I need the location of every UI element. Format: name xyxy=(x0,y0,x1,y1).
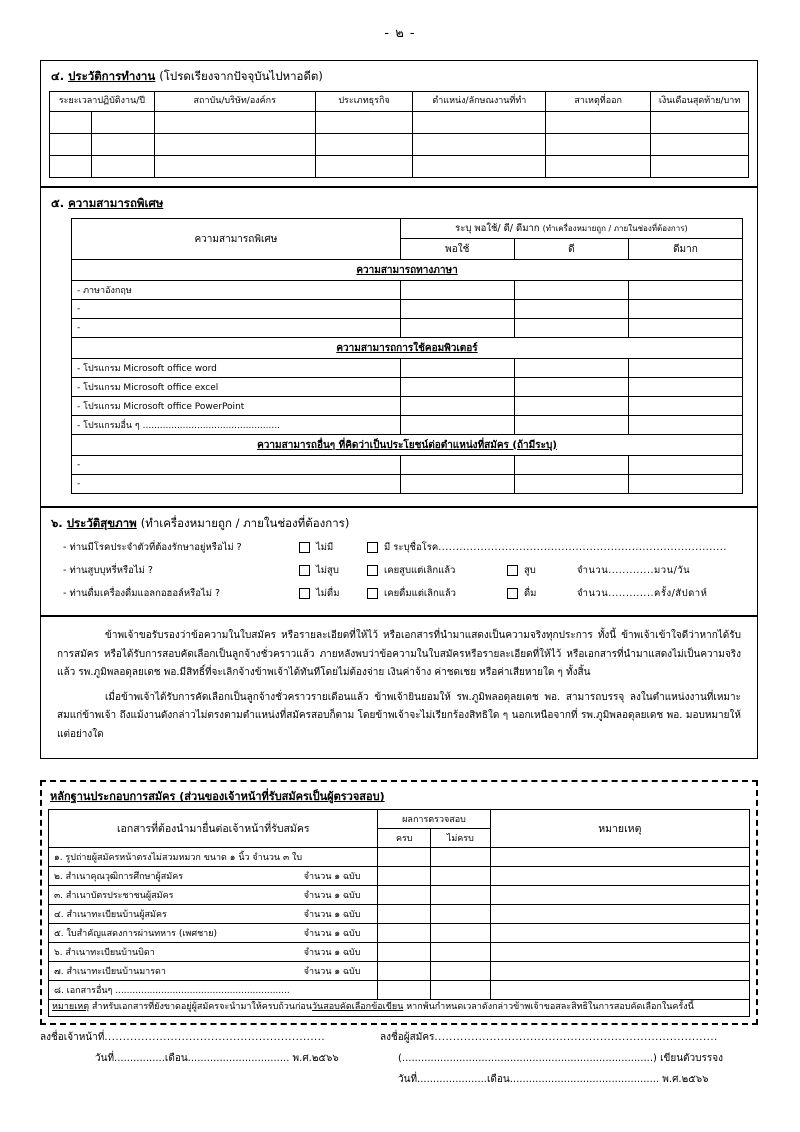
document-item-id-card-copy: ๓. สำเนาบัตรประชาชนผู้สมัคร จำนวน ๑ ฉบับ xyxy=(49,886,378,905)
checkbox-cell-fair[interactable] xyxy=(400,456,514,475)
documents-section-title: หลักฐานประกอบการสมัคร (ส่วนของเจ้าหน้าที่รับสมัครเป็นผู้ตรวจสอบ) xyxy=(50,790,385,803)
health-question-alcohol xyxy=(49,584,749,602)
col-header-rating xyxy=(400,219,742,239)
checkbox-cell-incomplete[interactable] xyxy=(431,848,491,867)
health-option-no-disease[interactable] xyxy=(299,540,367,555)
cell-duration-to[interactable] xyxy=(91,134,154,156)
health-option-no-drink[interactable] xyxy=(299,586,367,601)
section-work-history xyxy=(41,61,757,188)
health-option-label: เคยสูบแต่เลิกแล้ว xyxy=(384,564,456,576)
checkbox-icon[interactable] xyxy=(507,588,518,599)
officer-signature-line[interactable] xyxy=(40,1030,380,1045)
cell-organization[interactable] xyxy=(154,156,315,178)
health-option-label: ไม่มี xyxy=(316,541,334,553)
cell-position[interactable] xyxy=(413,112,546,134)
cell-business-type[interactable] xyxy=(315,112,413,134)
checkbox-cell-verygood[interactable] xyxy=(628,281,742,300)
table-row[interactable] xyxy=(50,134,749,156)
group-row-computer xyxy=(72,338,743,359)
col-header-level-fair: พอใช้ xyxy=(400,239,514,260)
cell-reason-leaving[interactable] xyxy=(546,112,651,134)
page-number: - ๒ - xyxy=(384,26,416,41)
checkbox-cell-incomplete[interactable] xyxy=(431,924,491,943)
section-work-history-heading: ประวัติการทำงาน xyxy=(68,69,156,83)
cell-last-salary[interactable] xyxy=(651,134,749,156)
checkbox-cell-good[interactable] xyxy=(514,397,628,416)
col-header-duration: ระยะเวลาปฏิบัติงาน/ปี xyxy=(50,92,155,112)
checkbox-cell-verygood[interactable] xyxy=(628,397,742,416)
table-row[interactable] xyxy=(50,112,749,134)
health-option-quit-smoke[interactable] xyxy=(367,563,507,578)
checkbox-cell-good[interactable] xyxy=(514,281,628,300)
col-header-skill: ความสามารถพิเศษ xyxy=(72,219,401,260)
checkbox-cell-complete[interactable] xyxy=(378,867,431,886)
checkbox-cell-complete[interactable] xyxy=(378,924,431,943)
group-row-other xyxy=(72,435,743,456)
checkbox-icon[interactable] xyxy=(299,542,310,553)
signature-area xyxy=(40,1030,758,1093)
table-header-row xyxy=(49,810,750,829)
checkbox-cell-fair[interactable] xyxy=(400,416,514,435)
health-option-label: เคยดื่มแต่เลิกแล้ว xyxy=(384,587,456,599)
group-row-language xyxy=(72,260,743,281)
list-item[interactable] xyxy=(49,962,750,981)
checkbox-icon[interactable] xyxy=(299,565,310,576)
checkbox-cell-good[interactable] xyxy=(514,319,628,338)
col-header-business-type: ประเภทธุรกิจ xyxy=(315,92,413,112)
officer-signature-block xyxy=(40,1030,380,1093)
document-item-education-copy: ๒. สำเนาคุณวุฒิการศึกษาผู้สมัคร จำนวน ๑ ฉบับ xyxy=(49,867,378,886)
skill-label-blank-1[interactable]: - xyxy=(72,300,401,319)
checkbox-cell-incomplete[interactable] xyxy=(431,962,491,981)
checkbox-icon[interactable] xyxy=(367,542,378,553)
cell-duration-to[interactable] xyxy=(91,112,154,134)
section-special-skills xyxy=(41,188,757,508)
cell-reason-leaving[interactable] xyxy=(546,134,651,156)
rating-header-text: ระบุ พอใช้/ ดี/ ดีมาก xyxy=(455,223,540,234)
health-option-label: สูบ xyxy=(524,564,536,576)
checkbox-cell-verygood[interactable] xyxy=(628,300,742,319)
checkbox-cell-complete[interactable] xyxy=(378,886,431,905)
health-question-chronic-disease xyxy=(49,538,749,556)
health-question-label: - ท่านมีโรคประจำตัวที่ต้องรักษาอยู่หรือไม่ ? xyxy=(63,541,242,553)
checkbox-cell-good[interactable] xyxy=(514,300,628,319)
section-work-history-number: ๔. xyxy=(51,69,65,83)
health-option-no-smoke[interactable] xyxy=(299,563,367,578)
checkbox-cell-good[interactable] xyxy=(514,416,628,435)
remark-cell[interactable] xyxy=(490,981,749,1000)
declaration-paragraph-2: เมื่อข้าพเจ้าได้รับการคัดเลือกเป็นลูกจ้างชั่วคราวรายเดือนแล้ว ข้าพเจ้ายินยอมให้ รพ.ภูมิพลอดุลยเดช พอ. สามารถบรรจุ ลงในตำแหน่งงานที่เหมาะสมแก่ข้าพเจ้า ถึงแม้งานดังกล่าวไม่ตรงตามตำแหน่งที่สมัครสอบก็ตาม โดยข้าพเจ้าจะไม่เรียกร้องสิทธิใด ๆ นอกเหนือจากที่ รพ.ภูมิพลอดุลยเดช พอ. มอบหมายให้แต่อย่างใด xyxy=(57,691,742,740)
table-row[interactable] xyxy=(72,397,743,416)
section-work-history-title xyxy=(51,68,749,86)
skill-label-other-program[interactable]: - โปรแกรมอื่น ๆ ................................................ xyxy=(72,416,401,435)
checkbox-cell-verygood[interactable] xyxy=(628,456,742,475)
checkbox-cell-complete[interactable] xyxy=(378,981,431,1000)
remark-cell[interactable] xyxy=(490,905,749,924)
document-item-photo: ๑. รูปถ่ายผู้สมัครหน้าตรงไม่สวมหมวก ขนาด ๑ นิ้ว จำนวน ๓ ใบ xyxy=(49,848,378,867)
section-declaration xyxy=(41,617,757,758)
cell-business-type[interactable] xyxy=(315,134,413,156)
work-history-body xyxy=(50,112,749,178)
list-item[interactable] xyxy=(49,905,750,924)
officer-signature-label: ลงชื่อเจ้าหน้าที่ xyxy=(40,1032,105,1043)
section-health-history-note: (ทำเครื่องหมายถูก / ภายในช่องที่ต้องการ) xyxy=(140,516,350,530)
table-header-row xyxy=(72,219,743,239)
cell-reason-leaving[interactable] xyxy=(546,156,651,178)
checkbox-cell-fair[interactable] xyxy=(400,300,514,319)
cell-position[interactable] xyxy=(413,134,546,156)
checkbox-cell-verygood[interactable] xyxy=(628,475,742,494)
cell-position[interactable] xyxy=(413,156,546,178)
skills-table-wrapper xyxy=(49,218,749,498)
checkbox-cell-fair[interactable] xyxy=(400,475,514,494)
section-health-history-title xyxy=(51,515,749,533)
applicant-signature-dots[interactable]: ............................................................................. xyxy=(434,1032,718,1043)
col-header-last-salary: เงินเดือนสุดท้าย/บาท xyxy=(651,92,749,112)
document-item-other[interactable]: ๘. เอกสารอื่นๆ ............................................................. xyxy=(49,981,378,1000)
health-option-drink[interactable] xyxy=(507,586,577,601)
skill-label-other-1[interactable]: - xyxy=(72,456,401,475)
applicant-signature-block xyxy=(380,1030,758,1093)
skill-label-ms-excel: - โปรแกรม Microsoft office excel xyxy=(72,378,401,397)
cell-duration-from[interactable] xyxy=(50,112,92,134)
checkbox-icon[interactable] xyxy=(367,588,378,599)
cell-duration-from[interactable] xyxy=(50,134,92,156)
document-item-house-reg-father: ๖. สำเนาทะเบียนบ้านบิดา จำนวน ๑ ฉบับ xyxy=(49,943,378,962)
table-row[interactable] xyxy=(72,378,743,397)
checkbox-cell-verygood[interactable] xyxy=(628,378,742,397)
document-item-military-cert: ๕. ใบสำคัญแสดงการผ่านทหาร (เพศชาย) จำนวน ๑ ฉบับ xyxy=(49,924,378,943)
remark-cell[interactable] xyxy=(490,962,749,981)
col-header-check-result: ผลการตรวจสอบ xyxy=(378,810,490,829)
list-item[interactable] xyxy=(49,924,750,943)
cell-organization[interactable] xyxy=(154,134,315,156)
checkbox-cell-fair[interactable] xyxy=(400,319,514,338)
section-special-skills-number: ๕. xyxy=(51,196,65,210)
checkbox-cell-fair[interactable] xyxy=(400,359,514,378)
checkbox-cell-verygood[interactable] xyxy=(628,319,742,338)
applicant-printed-name-line[interactable]: (...............................................................................) เขียนตัวบรรจง xyxy=(398,1053,723,1064)
col-header-document: เอกสารที่ต้องนำมายื่นต่อเจ้าหน้าที่รับสมัคร xyxy=(49,810,378,848)
remark-cell[interactable] xyxy=(490,924,749,943)
checkbox-cell-complete[interactable] xyxy=(378,905,431,924)
footnote-label: หมายเหตุ xyxy=(52,1002,90,1012)
table-row[interactable] xyxy=(72,359,743,378)
health-option-quit-drink[interactable] xyxy=(367,586,507,601)
cell-duration-to[interactable] xyxy=(91,156,154,178)
document-item-house-reg-applicant: ๔. สำเนาทะเบียนบ้านผู้สมัคร จำนวน ๑ ฉบับ xyxy=(49,905,378,924)
applicant-signature-line[interactable] xyxy=(380,1030,758,1045)
remark-cell[interactable] xyxy=(490,867,749,886)
skill-label-english: - ภาษาอังกฤษ xyxy=(72,281,401,300)
checkbox-cell-good[interactable] xyxy=(514,475,628,494)
section-health-history-number: ๖. xyxy=(51,516,63,530)
cell-duration-from[interactable] xyxy=(50,156,92,178)
checkbox-cell-incomplete[interactable] xyxy=(431,905,491,924)
col-header-complete: ครบ xyxy=(378,829,431,848)
required-documents-table xyxy=(48,809,750,1017)
section-health-history xyxy=(41,508,757,617)
col-header-incomplete: ไม่ครบ xyxy=(431,829,491,848)
list-item[interactable] xyxy=(49,848,750,867)
officer-date-line[interactable]: วันที่................เดือน................................ พ.ศ.๒๕๖๖ xyxy=(95,1053,339,1064)
disease-name-input-line[interactable]: .................................................................................. xyxy=(438,541,727,553)
col-header-organization: สถาบัน/บริษัท/องค์กร xyxy=(154,92,315,112)
remark-cell[interactable] xyxy=(490,886,749,905)
checkbox-cell-complete[interactable] xyxy=(378,962,431,981)
list-item[interactable] xyxy=(49,943,750,962)
checkbox-icon[interactable] xyxy=(367,565,378,576)
document-item-house-reg-mother: ๗. สำเนาทะเบียนบ้านมารดา จำนวน ๑ ฉบับ xyxy=(49,962,378,981)
table-row[interactable] xyxy=(72,300,743,319)
cell-business-type[interactable] xyxy=(315,156,413,178)
section-health-history-heading: ประวัติสุขภาพ xyxy=(66,516,137,530)
declaration-paragraph-1: ข้าพเจ้าขอรับรองว่าข้อความในใบสมัคร หรือรายละเอียดที่ให้ไว้ หรือเอกสารที่นำมาแสดงเป็นความจริงทุกประการ ทั้งนี้ ข้าพเจ้าเข้าใจดีว่าหากได้รับการสมัคร หรือได้รับการสอบคัดเลือกเป็นลูกจ้างชั่วคราวแล้ว ภายหลังพบว่าข้อความในใบสมัครหรือรายละเอียดที่ให้ไว้ หรือเอกสารที่นำมาแสดงไม่เป็นความจริงแล้ว รพ.ภูมิพลอดุลยเดช พอ.มีสิทธิ์ที่จะเลิกจ้างข้าพเจ้าได้ทันทีโดยไม่ต้องจ่าย เงินค่าจ้าง ค่าชดเชย หรือค่าเสียหายใด ๆ ทั้งสิ้น xyxy=(57,630,741,678)
cell-organization[interactable] xyxy=(154,112,315,134)
skill-label-other-2[interactable]: - xyxy=(72,475,401,494)
checkbox-icon[interactable] xyxy=(299,588,310,599)
table-row[interactable] xyxy=(72,416,743,435)
list-item[interactable] xyxy=(49,886,750,905)
checkbox-cell-fair[interactable] xyxy=(400,378,514,397)
group-label-other: ความสามารถอื่นๆ ที่คิดว่าเป็นประโยชน์ต่อตำแหน่งที่สมัคร (ถ้ามีระบุ) xyxy=(72,435,743,456)
table-header-row xyxy=(50,92,749,112)
special-skills-table xyxy=(71,218,743,494)
health-option-smoke[interactable] xyxy=(507,563,577,578)
section-work-history-note: (โปรดเรียงจากปัจจุบันไปหาอดีต) xyxy=(159,69,323,83)
main-content-box xyxy=(40,60,758,759)
table-row[interactable] xyxy=(72,456,743,475)
col-header-reason-leaving: สาเหตุที่ออก xyxy=(546,92,651,112)
footnote-text-2: หากพ้นกำหนดเวลาดังกล่าวข้าพเจ้าขอสละสิทธิในการสอบคัดเลือกในครั้งนี้ xyxy=(403,1002,694,1012)
health-question-smoking xyxy=(49,561,749,579)
applicant-date-line[interactable]: วันที่......................เดือน............................................... พ.ศ.๒๕๖๖ xyxy=(398,1074,709,1085)
group-label-computer: ความสามารถการใช้คอมพิวเตอร์ xyxy=(72,338,743,359)
skill-label-blank-2[interactable]: - xyxy=(72,319,401,338)
group-label-language: ความสามารถทางภาษา xyxy=(72,260,743,281)
footnote-text-1: สำหรับเอกสารที่ยังขาดอยู่ผู้สมัครจะนำมาให้ครบถ้วนก่อน xyxy=(89,1002,312,1012)
remark-cell[interactable] xyxy=(490,943,749,962)
skill-label-ms-powerpoint: - โปรแกรม Microsoft office PowerPoint xyxy=(72,397,401,416)
health-question-label: - ท่านสูบบุหรี่หรือไม่ ? xyxy=(63,564,153,576)
checkbox-cell-complete[interactable] xyxy=(378,848,431,867)
health-option-label: ดื่ม xyxy=(524,587,537,599)
col-header-remark: หมายเหตุ xyxy=(490,810,749,848)
section-required-documents xyxy=(40,780,758,1025)
officer-signature-dots[interactable]: ............................................................ xyxy=(104,1032,326,1043)
documents-footnote-row xyxy=(49,1000,750,1017)
list-item[interactable] xyxy=(49,981,750,1000)
table-row[interactable] xyxy=(50,156,749,178)
checkbox-cell-good[interactable] xyxy=(514,359,628,378)
section-special-skills-title xyxy=(51,195,749,213)
list-item[interactable] xyxy=(49,867,750,886)
col-header-position: ตำแหน่ง/ลักษณงานที่ทำ xyxy=(413,92,546,112)
footnote-text-underlined: วันสอบคัดเลือกข้อเขียน xyxy=(312,1002,404,1012)
applicant-signature-label: ลงชื่อผู้สมัคร xyxy=(380,1032,435,1043)
health-option-label: มี ระบุชื่อโรค xyxy=(384,541,439,553)
section-special-skills-heading: ความสามารถพิเศษ xyxy=(68,196,164,210)
skill-label-ms-word: - โปรแกรม Microsoft office word xyxy=(72,359,401,378)
health-option-has-disease[interactable] xyxy=(367,540,438,555)
checkbox-cell-complete[interactable] xyxy=(378,943,431,962)
col-header-level-good: ดี xyxy=(514,239,628,260)
table-row[interactable] xyxy=(72,475,743,494)
col-header-level-verygood: ดีมาก xyxy=(628,239,742,260)
checkbox-cell-verygood[interactable] xyxy=(628,359,742,378)
documents-footnote xyxy=(49,1000,750,1017)
checkbox-cell-incomplete[interactable] xyxy=(431,867,491,886)
health-option-label: ไม่ดื่ม xyxy=(316,587,340,599)
checkbox-cell-fair[interactable] xyxy=(400,281,514,300)
work-history-table xyxy=(49,91,749,178)
remark-cell[interactable] xyxy=(490,848,749,867)
health-option-label: ไม่สูบ xyxy=(316,564,339,576)
checkbox-cell-fair[interactable] xyxy=(400,397,514,416)
checkbox-cell-incomplete[interactable] xyxy=(431,886,491,905)
checkbox-icon[interactable] xyxy=(507,565,518,576)
checkbox-cell-good[interactable] xyxy=(514,456,628,475)
checkbox-cell-incomplete[interactable] xyxy=(431,981,491,1000)
health-question-label: - ท่านดื่มเครื่องดื่มแอลกอฮอล์หรือไม่ ? xyxy=(63,587,221,599)
checkbox-cell-verygood[interactable] xyxy=(628,416,742,435)
rating-header-note: (ทำเครื่องหมายถูก / ภายในช่องที่ต้องการ) xyxy=(542,224,688,233)
drink-amount-input-line[interactable]: จำนวน.............ครั้ง/สัปดาห์ xyxy=(577,587,708,599)
table-row[interactable] xyxy=(72,281,743,300)
checkbox-cell-good[interactable] xyxy=(514,378,628,397)
cell-last-salary[interactable] xyxy=(651,156,749,178)
cell-last-salary[interactable] xyxy=(651,112,749,134)
table-row[interactable] xyxy=(72,319,743,338)
smoke-amount-input-line[interactable]: จำนวน.............มวน/วัน xyxy=(577,564,691,576)
checkbox-cell-incomplete[interactable] xyxy=(431,943,491,962)
